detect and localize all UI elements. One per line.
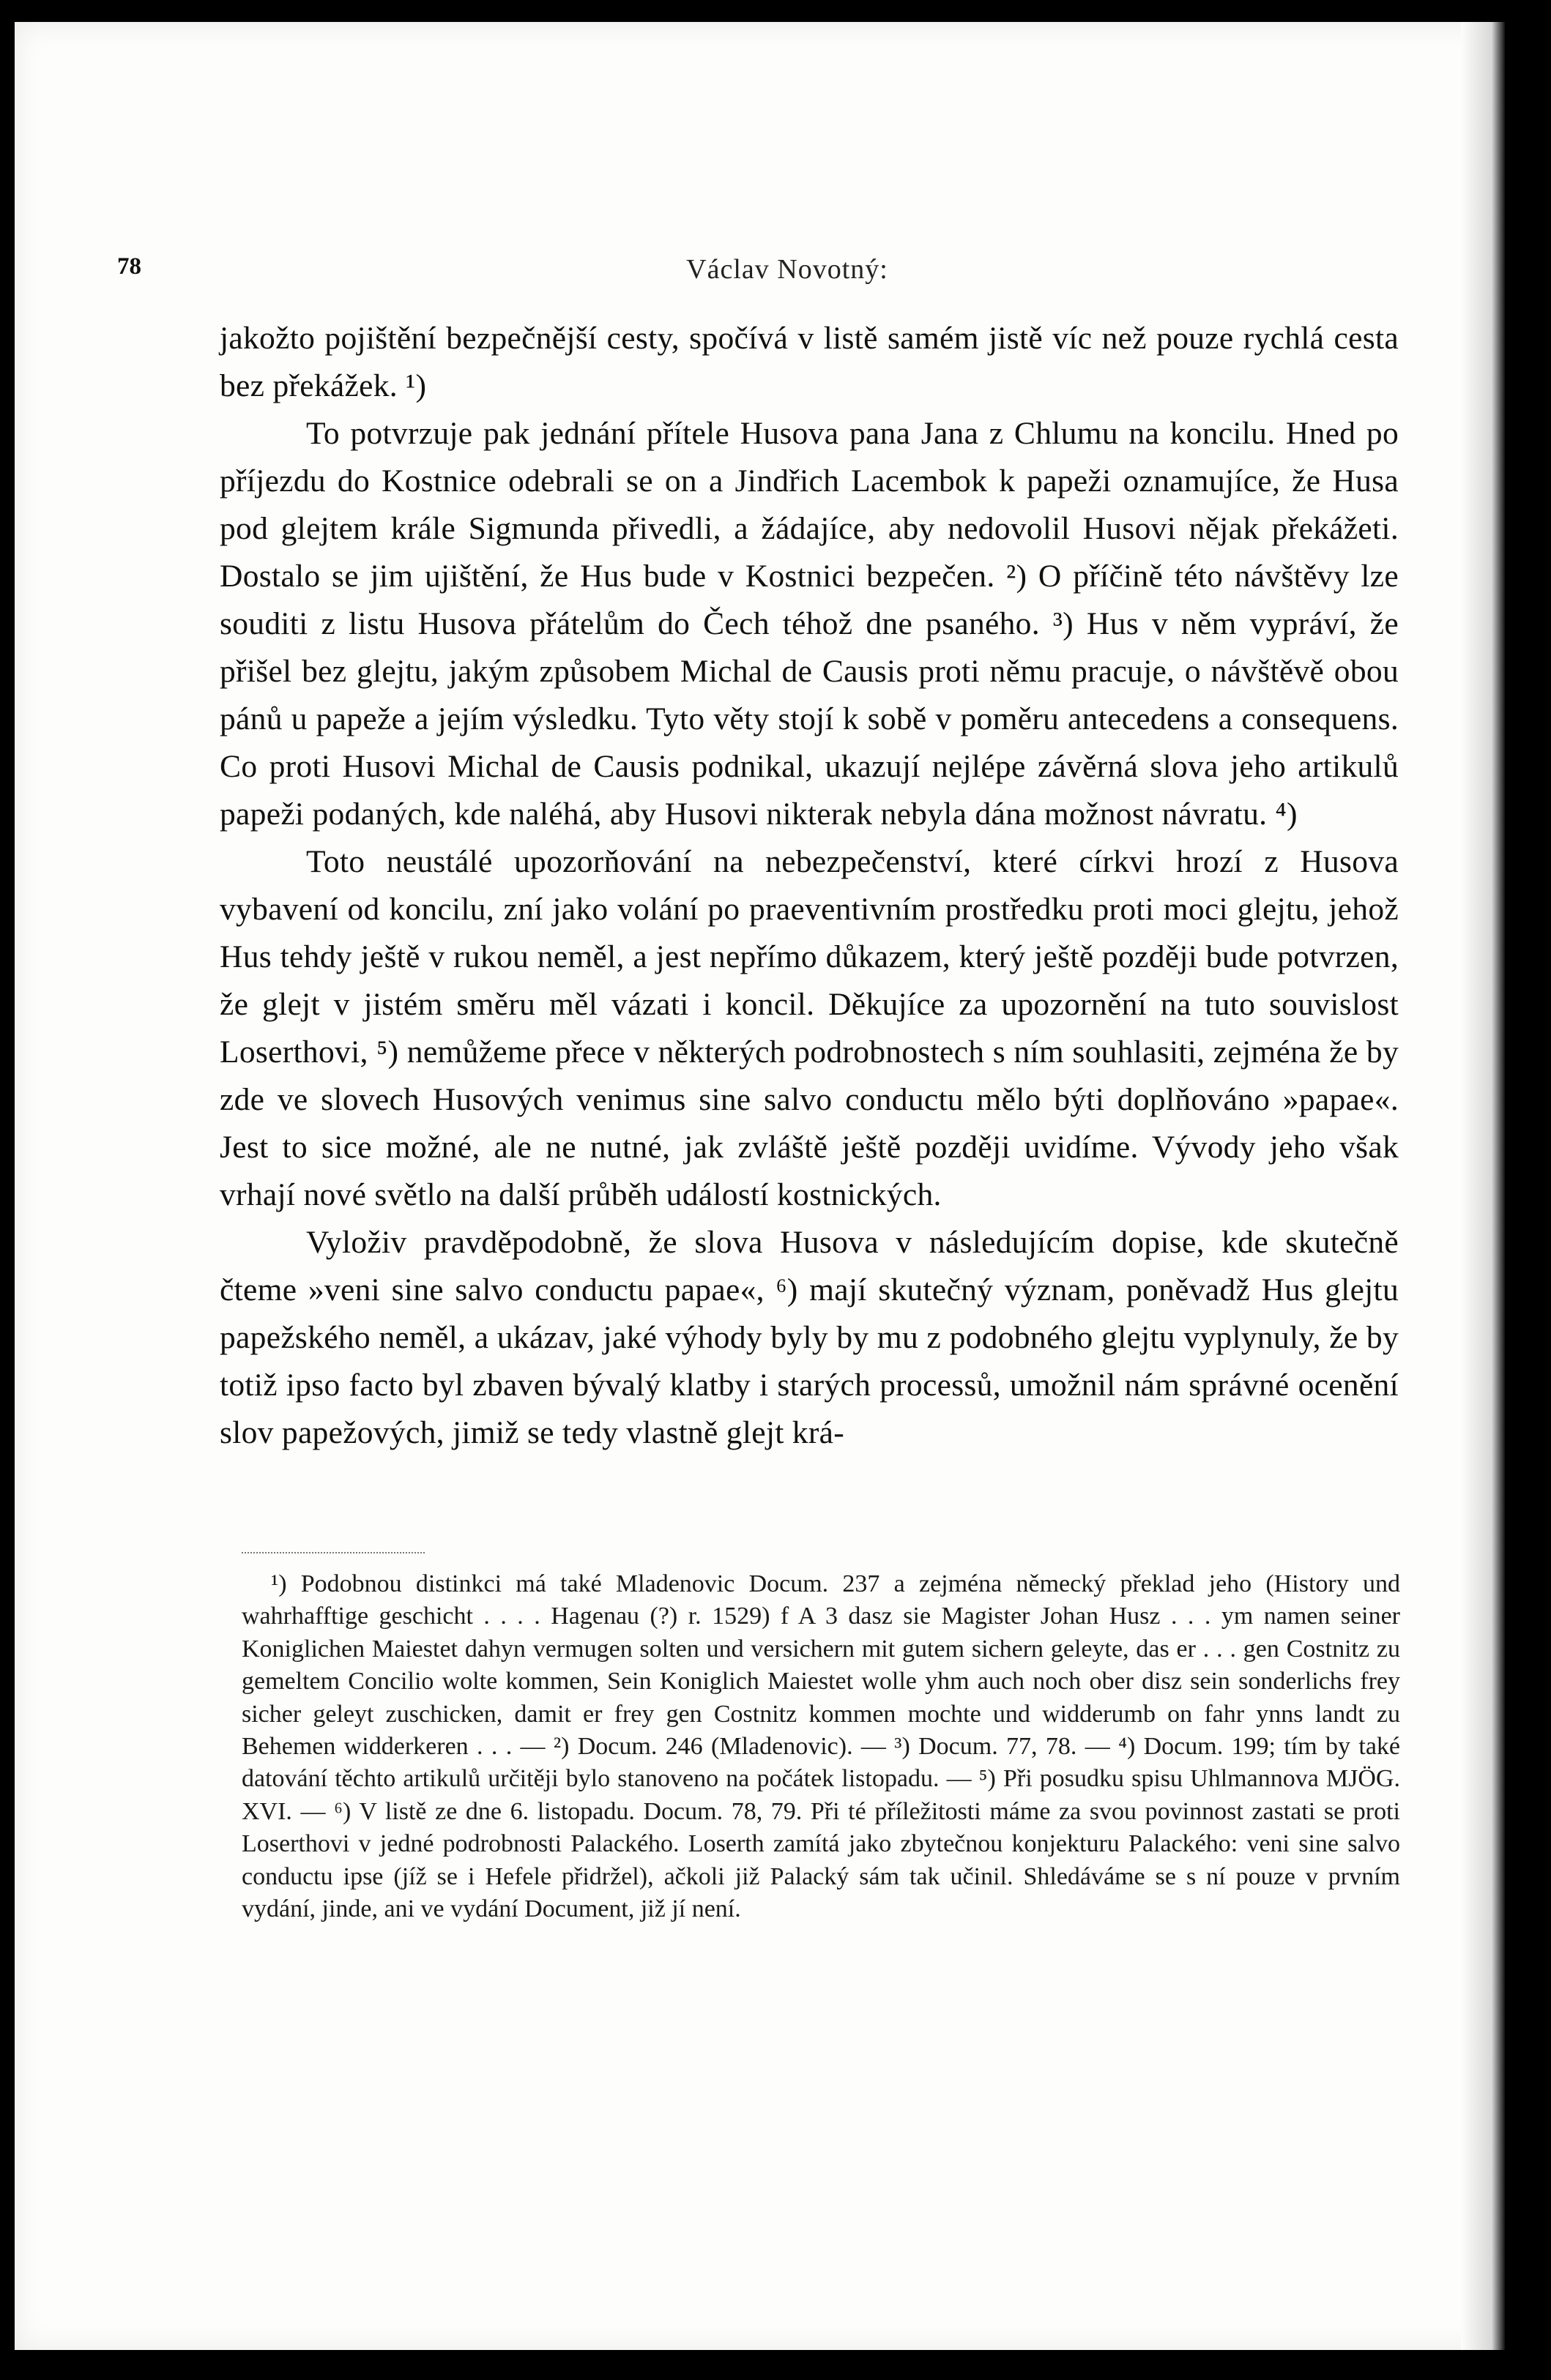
- page-header: [117, 253, 1457, 297]
- paragraph: jakožto pojištění bezpečnější cesty, spočívá v listě samém jistě víc než pouze rychlá cesta bez překážek. ¹): [220, 321, 1399, 403]
- body-text: [220, 315, 1399, 1457]
- paragraph: Toto neustálé upozorňování na nebezpečenství, které církvi hrozí z Husova vybavení od koncilu, zní jako volání po praeventivním prostředku proti moci glejtu, jehož Hus tehdy ještě v rukou neměl, a jest nepřímo důkazem, který ještě později bude potvrzen, že glejt v jistém směru měl vázati i koncil. Děkujíce za upozornění na tuto souvislost Loserthovi, ⁵) nemůžeme přece v některých podrobnostech s ním souhlasiti, zejména že by zde ve slovech Husových venimus sine salvo conductu mělo býti doplňováno »papae«. Jest to sice možné, ale ne nutné, jak zvláště ještě později uvidíme. Vývody jeho však vrhají nové světlo na další průběh událostí kostnických.: [220, 844, 1399, 1212]
- footnotes: [242, 1568, 1400, 1925]
- paragraph: Vyloživ pravděpodobně, že slova Husova v následujícím dopise, kde skutečně čteme »veni sine salvo conductu papae«, ⁶) mají skutečný význam, poněvadž Hus glejtu papežského neměl, a ukázav, jaké výhody byly by mu z podobného glejtu vyplynuly, že by totiž ipso facto byl zbaven bývalý klatby i starých processů, umožnil nám správné ocenění slov papežových, jimiž se tedy vlastně glejt krá-: [220, 1225, 1399, 1450]
- running-head: Václav Novotný:: [686, 254, 888, 285]
- footnote-separator: [242, 1552, 425, 1553]
- page-number: 78: [117, 253, 141, 280]
- footnote-text: ¹) Podobnou distinkci má také Mladenovic Docum. 237 a zejména německý překlad jeho (History und wahrhafftige geschicht . . . . Hagenau (?) r. 1529) f A 3 dasz sie Magister Johan Husz . . . ym namen seiner Koniglichen Maiestet dahyn vermugen solten und versichern mit gutem sichern geleyte, das er . . . gen Costnitz zu gemeltem Concilio wolte kommen, Sein Koniglich Maiestet wolle yhm auch noch ober disz sein sonderlichs frey sicher geleyt zuschicken, damit er frey gen Costnitz kommen mochte und widderumb on fahr ynns landt zu Behemen widderkeren . . . — ²) Docum. 246 (Mladenovic). — ³) Docum. 77, 78. — ⁴) Docum. 199; tím by také datování těchto artikulů určitěji bylo stanoveno na počátek listopadu. — ⁵) Při posudku spisu Uhlmannova MJÖG. XVI. — ⁶) V listě ze dne 6. listopadu. Docum. 78, 79. Při té příležitosti máme za svou povinnost zastati se proti Loserthovi v jedné podrobnosti Palackého. Loserth zamítá jako zbytečnou konjekturu Palackého: veni sine salvo conductu ipse (jíž se i Hefele přidržel), ačkoli již Palacký sám tak učinil. Shledáváme se s ní pouze v prvním vydání, jinde, ani ve vydání Document, již jí není.: [242, 1570, 1400, 1923]
- page-edge-shadow: [1461, 22, 1505, 2350]
- paragraph: To potvrzuje pak jednání přítele Husova pana Jana z Chlumu na koncilu. Hned po příjezdu do Kostnice odebrali se on a Jindřich Lacembok k papeži oznamujíce, že Husa pod glejtem krále Sigmunda přivedli, a žádajíce, aby nedovolil Husovi nějak překážeti. Dostalo se jim ujištění, že Hus bude v Kostnici bezpečen. ²) O příčině této návštěvy lze souditi z listu Husova přátelům do Čech téhož dne psaného. ³) Hus v něm vypráví, že přišel bez glejtu, jakým způsobem Michal de Causis proti němu pracuje, o návštěvě obou pánů u papeže a jejím výsledku. Tyto věty stojí k sobě v poměru antecedens a consequens. Co proti Husovi Michal de Causis podnikal, ukazují nejlépe závěrná slova jeho artikulů papeži podaných, kde naléhá, aby Husovi nikterak nebyla dána možnost návratu. ⁴): [220, 416, 1399, 832]
